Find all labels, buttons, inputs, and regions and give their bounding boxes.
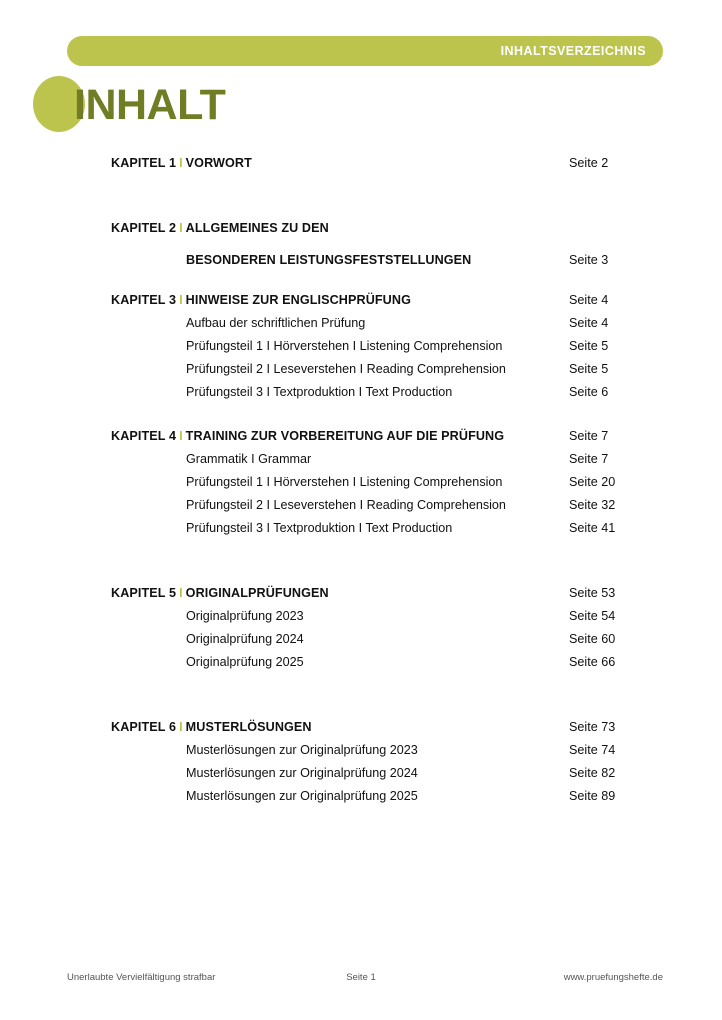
toc-item-label: Prüfungsteil 1 I Hörverstehen I Listening Comprehension: [186, 475, 503, 489]
toc-item-row[interactable]: [0, 381, 722, 404]
toc-chapter-group: [0, 582, 722, 674]
footer-page-number: Seite 1: [346, 972, 376, 983]
toc-item-row[interactable]: [0, 762, 722, 785]
toc-item-page: Seite 89: [569, 789, 616, 803]
toc-chapter-label: [111, 217, 329, 240]
toc-chapter-page: Seite 7: [569, 429, 609, 443]
toc-item-label: Grammatik I Grammar: [186, 452, 312, 466]
toc-item-page: Seite 82: [569, 766, 616, 780]
toc-chapter-title: ORIGINALPRÜFUNGEN: [185, 586, 329, 600]
toc-item-page: Seite 74: [569, 743, 616, 757]
toc-chapter-label: [111, 152, 252, 175]
toc-chapter-row[interactable]: [0, 217, 722, 240]
toc-item-label: Originalprüfung 2024: [186, 632, 304, 646]
toc-item-label: Originalprüfung 2025: [186, 655, 304, 669]
toc-item-row[interactable]: [0, 335, 722, 358]
toc-chapter-label: [111, 425, 504, 448]
toc-separator-bar-icon: I: [179, 156, 183, 170]
toc-item-row[interactable]: [0, 448, 722, 471]
footer-copyright-note: Unerlaubte Vervielfältigung strafbar: [67, 972, 216, 983]
toc-item-label: Prüfungsteil 3 I Textproduktion I Text Production: [186, 521, 453, 535]
toc-chapter-row[interactable]: [0, 582, 722, 605]
toc-separator-bar-icon: I: [179, 720, 183, 734]
toc-chapter-number: KAPITEL 6: [111, 720, 177, 734]
toc-item-page: Seite 5: [569, 362, 609, 376]
toc-chapter-label: [111, 289, 411, 312]
toc-item-label: Prüfungsteil 2 I Leseverstehen I Reading Comprehension: [186, 498, 506, 512]
toc-item-label: Prüfungsteil 1 I Hörverstehen I Listening Comprehension: [186, 339, 503, 353]
toc-spacer: [0, 404, 722, 425]
toc-item-label: Musterlösungen zur Originalprüfung 2025: [186, 789, 418, 803]
toc-item-row[interactable]: [0, 312, 722, 335]
toc-chapter-group: [0, 152, 722, 175]
toc-item-row[interactable]: [0, 471, 722, 494]
toc-item-page: Seite 4: [569, 316, 609, 330]
toc-item-page: Seite 60: [569, 632, 616, 646]
toc-separator-bar-icon: I: [179, 429, 183, 443]
toc-chapter-label: [111, 582, 329, 605]
header-pill: [67, 36, 663, 66]
toc-spacer: [0, 540, 722, 582]
toc-item-row[interactable]: [0, 517, 722, 540]
toc-chapter-continuation-row[interactable]: [0, 249, 722, 272]
toc-separator-bar-icon: I: [179, 221, 183, 235]
table-of-contents: [0, 152, 722, 808]
page-title-block: [33, 76, 433, 138]
toc-chapter-number: KAPITEL 1: [111, 156, 177, 170]
toc-chapter-title: MUSTERLÖSUNGEN: [185, 720, 312, 734]
toc-item-row[interactable]: [0, 785, 722, 808]
toc-item-page: Seite 5: [569, 339, 609, 353]
toc-chapter-number: KAPITEL 3: [111, 293, 177, 307]
toc-item-row[interactable]: [0, 739, 722, 762]
toc-item-label: Musterlösungen zur Originalprüfung 2023: [186, 743, 418, 757]
toc-chapter-group: [0, 425, 722, 540]
toc-separator-bar-icon: I: [179, 293, 183, 307]
toc-item-row[interactable]: [0, 358, 722, 381]
toc-chapter-page: Seite 53: [569, 586, 616, 600]
toc-spacer: [0, 272, 722, 289]
toc-item-page: Seite 6: [569, 385, 609, 399]
toc-item-page: Seite 20: [569, 475, 616, 489]
toc-chapter-title: TRAINING ZUR VORBEREITUNG AUF DIE PRÜFUNG: [185, 429, 505, 443]
header-pill-label: INHALTSVERZEICHNIS: [500, 44, 646, 58]
toc-item-page: Seite 54: [569, 609, 616, 623]
toc-chapter-number: KAPITEL 5: [111, 586, 177, 600]
toc-chapter-row[interactable]: [0, 716, 722, 739]
toc-separator-bar-icon: I: [179, 586, 183, 600]
toc-chapter-page: Seite 2: [569, 156, 609, 170]
toc-item-label: Aufbau der schriftlichen Prüfung: [186, 316, 366, 330]
toc-chapter-row[interactable]: [0, 289, 722, 312]
toc-item-page: Seite 32: [569, 498, 616, 512]
toc-chapter-number: KAPITEL 2: [111, 221, 177, 235]
toc-item-label: Originalprüfung 2023: [186, 609, 304, 623]
toc-item-page: Seite 41: [569, 521, 616, 535]
toc-item-label: Musterlösungen zur Originalprüfung 2024: [186, 766, 418, 780]
toc-item-page: Seite 66: [569, 655, 616, 669]
toc-chapter-number: KAPITEL 4: [111, 429, 177, 443]
toc-chapter-title: ALLGEMEINES ZU DEN: [185, 221, 329, 235]
toc-chapter-page: Seite 4: [569, 293, 609, 307]
toc-item-page: Seite 7: [569, 452, 609, 466]
toc-chapter-title: HINWEISE ZUR ENGLISCHPRÜFUNG: [185, 293, 411, 307]
toc-item-row[interactable]: [0, 651, 722, 674]
page-footer: [0, 972, 722, 988]
toc-chapter-title: VORWORT: [185, 156, 252, 170]
toc-chapter-group: [0, 716, 722, 808]
toc-item-label: Prüfungsteil 3 I Textproduktion I Text Production: [186, 385, 453, 399]
toc-item-row[interactable]: [0, 605, 722, 628]
toc-chapter-label: [111, 716, 312, 739]
toc-item-row[interactable]: [0, 494, 722, 517]
toc-chapter-continuation-page: Seite 3: [569, 253, 609, 267]
toc-item-label: Prüfungsteil 2 I Leseverstehen I Reading Comprehension: [186, 362, 506, 376]
toc-spacer: [0, 175, 722, 217]
page-title: INHALT: [74, 81, 226, 129]
toc-spacer: [0, 674, 722, 716]
toc-chapter-continuation-label: BESONDEREN LEISTUNGSFESTSTELLUNGEN: [186, 253, 472, 267]
toc-chapter-page: Seite 73: [569, 720, 616, 734]
toc-chapter-group: [0, 217, 722, 272]
toc-chapter-group: [0, 289, 722, 404]
toc-chapter-row[interactable]: [0, 425, 722, 448]
footer-website: www.pruefungshefte.de: [563, 972, 663, 983]
toc-item-row[interactable]: [0, 628, 722, 651]
toc-chapter-row[interactable]: [0, 152, 722, 175]
